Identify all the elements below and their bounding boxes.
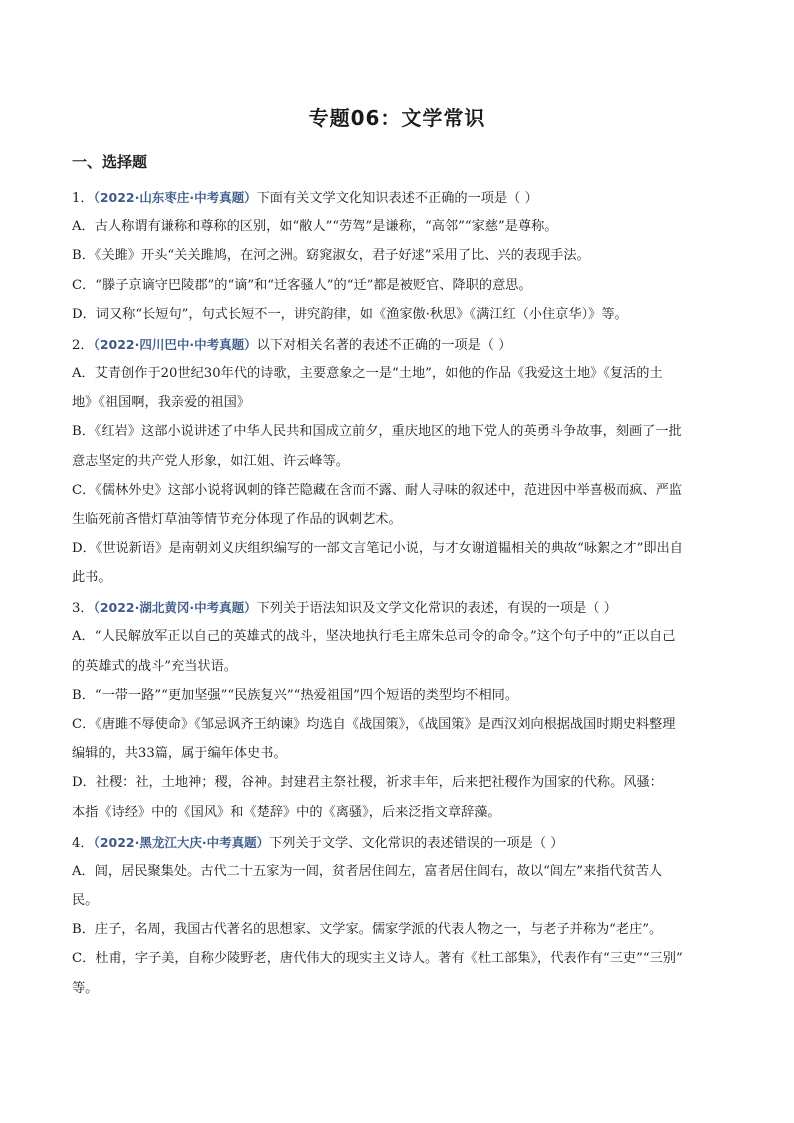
question-number: 1．	[72, 191, 94, 206]
question-stem-line	[72, 830, 724, 855]
question-stem-line	[72, 185, 724, 210]
question-3	[72, 595, 724, 824]
option-line: B．《红岩》这部小说讲述了中华人民共和国成立前夕，重庆地区的地下党人的英勇斗争故事，刻画了一批	[72, 424, 682, 440]
option-line: 本指《诗经》中的《国风》和《楚辞》中的《离骚》，后来泛指文章辞藻。	[72, 804, 501, 820]
option-line: 编辑的，共33篇，属于编年体史书。	[72, 746, 287, 762]
question-1	[72, 185, 724, 327]
option-line: A．闾，居民聚集处。古代二十五家为一闾，贫者居住闾左，富者居住闾右，故以“闾左”来指代贫苦人	[72, 863, 663, 879]
question-source: （2022·黑龙江大庆·中考真题）	[93, 834, 270, 850]
option-line: C．《唐雎不辱使命》《邹忌讽齐王纳谏》均选自《战国策》，《战国策》是西汉刘向根据战国时期史料整理	[72, 717, 676, 732]
section-heading: 一、选择题	[72, 153, 148, 171]
option-line: D．《世说新语》是南朝刘义庆组织编写的一部文言笔记小说，与才女谢道韫相关的典故“咏絮之才”即出自	[72, 541, 683, 557]
question-stem-line	[72, 332, 724, 357]
option-line: A．古人称谓有谦称和尊称的区别，如“敝人”“劳驾”是谦称，“高邻”“家慈”是尊称。	[72, 219, 558, 235]
option-line: A．“人民解放军正以自己的英雄式的战斗，坚决地执行毛主席朱总司令的命令。”这个句子中的“正以自己	[72, 629, 676, 645]
option-line: 生临死前吝惜灯草油等情节充分体现了作品的讽刺艺术。	[72, 511, 402, 527]
document-title: 专题06：文学常识	[308, 106, 486, 130]
option-line: C．“滕子京谪守巴陵郡”的“谪”和“迁客骚人”的“迁”都是被贬官、降职的意思。	[72, 277, 532, 293]
question-source: （2022·湖北黄冈·中考真题）	[93, 600, 257, 616]
question-source: （2022·山东枣庄·中考真题）	[93, 190, 257, 205]
question-number: 3．	[72, 601, 94, 617]
option-line: C．杜甫，字子美，自称少陵野老，唐代伟大的现实主义诗人。著有《杜工部集》，代表作有“三吏”“三别”	[72, 951, 683, 967]
question-stem: 下面有关文学文化知识表述不正确的一项是（ ）	[256, 191, 538, 206]
option-line: 民。	[72, 892, 99, 908]
option-line: B．“一带一路”“更加坚强”“民族复兴”“热爱祖国”四个短语的类型均不相同。	[72, 687, 519, 703]
option-line: 意志坚定的共产党人形象，如江姐、许云峰等。	[72, 453, 349, 469]
question-list	[72, 185, 724, 1006]
question-4	[72, 830, 724, 1001]
option-line: 此书。	[72, 570, 112, 586]
question-stem: 下列关于文学、文化常识的表述错误的一项是（ ）	[269, 835, 564, 851]
option-line: B．《关雎》开头“关关雎鸠，在河之洲。窈窕淑女，君子好逑”采用了比、兴的表现手法。	[72, 248, 590, 264]
question-source: （2022·四川巴中·中考真题）	[93, 336, 257, 352]
question-stem: 下列关于语法知识及文学文化常识的表述，有误的一项是（ ）	[256, 601, 617, 617]
option-line: C．《儒林外史》这部小说将讽刺的锋芒隐藏在含而不露、耐人寻味的叙述中，范进因中举喜极而疯、严监	[72, 482, 683, 498]
option-line: D．词又称“长短句”，句式长短不一，讲究韵律，如《渔家傲·秋思》《满江红（小住京华）》等。	[72, 306, 628, 322]
option-line: 等。	[72, 980, 99, 996]
option-line: 的英雄式的战斗”充当状语。	[72, 658, 237, 674]
question-number: 4．	[72, 835, 94, 851]
option-line: 地》《祖国啊，我亲爱的祖国》	[72, 395, 251, 411]
option-line: B．庄子，名周，我国古代著名的思想家、文学家。儒家学派的代表人物之一，与老子并称为“老庄”。	[72, 922, 663, 938]
question-number: 2．	[72, 337, 94, 353]
question-stem-line	[72, 595, 724, 620]
question-2	[72, 332, 724, 591]
option-line: A．艾青创作于20世纪30年代的诗歌，主要意象之一是“土地”，如他的作品《我爱这土地》《复活的土	[72, 365, 663, 381]
option-line: D．社稷：社，土地神；稷，谷神。封建君主祭社稷，祈求丰年，后来把社稷作为国家的代称。风骚：	[72, 775, 663, 791]
question-stem: 以下对相关名著的表述不正确的一项是（ ）	[256, 337, 512, 353]
